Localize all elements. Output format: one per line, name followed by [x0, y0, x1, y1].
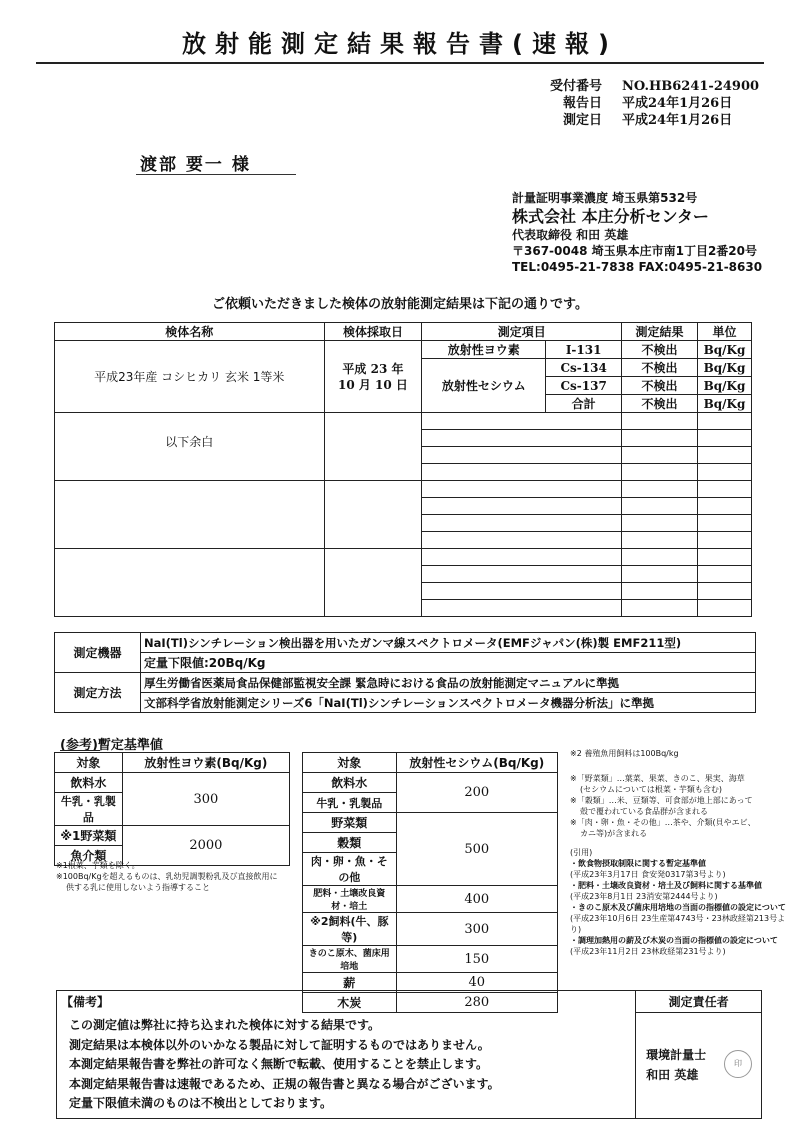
note: 供する乳に使用しないよう指導すること — [66, 883, 210, 892]
cesium-header-target: 対象 — [303, 753, 397, 773]
iodine-header-value: 放射性ヨウ素(Bq/Kg) — [122, 753, 289, 773]
meta-row — [536, 112, 759, 129]
table-row — [303, 753, 558, 773]
iodine-target: 魚介類 — [55, 846, 123, 866]
iodine-standard-table — [54, 752, 290, 866]
note: (セシウムについては根菜・芋類も含む) — [580, 785, 723, 794]
cesium-label: 放射性セシウム — [422, 359, 546, 413]
table-row — [55, 773, 290, 793]
equipment-method-table — [54, 632, 756, 713]
company-block — [512, 190, 762, 275]
remarks-table — [56, 990, 762, 1119]
note: ※2 養殖魚用飼料は100Bq/kg — [570, 749, 679, 758]
remark-line: 本測定結果報告書を弊社の許可なく無断で転載、使用することを禁止します。 — [69, 1057, 489, 1071]
result-value: 不検出 — [622, 359, 698, 377]
iodine-target: ※1野菜類 — [55, 826, 123, 846]
table-row — [57, 1012, 762, 1118]
cesium-target: 穀類 — [303, 833, 397, 853]
note: (平成23年8月1日 23消安第2444号より) — [570, 892, 718, 901]
table-row — [55, 673, 756, 693]
method-label: 測定方法 — [55, 673, 141, 713]
company-name: 株式会社 本庄分析センター — [512, 207, 709, 226]
report-meta — [536, 78, 759, 129]
iodine-value: 300 — [122, 773, 289, 826]
iodine-value: 2000 — [122, 826, 289, 866]
table-row — [55, 413, 752, 430]
table-row — [55, 693, 756, 713]
cesium-standard-table — [302, 752, 558, 1013]
nuclide: Cs-137 — [546, 377, 622, 395]
cesium-value: 200 — [396, 773, 557, 813]
document-title: 放射能測定結果報告書(速報) — [182, 30, 618, 58]
cesium-target: 牛乳・乳製品 — [303, 793, 397, 813]
note: ※1根菜、芋類を除く。 — [56, 861, 140, 870]
cesium-value: 400 — [396, 886, 557, 913]
responsible-name: 和田 英雄 — [646, 1067, 699, 1082]
header-unit: 単位 — [697, 323, 751, 341]
note: ※「肉・卵・魚・その他」…茶や、介類(貝やエビ、 — [570, 818, 756, 827]
remarks-title: 【備考】 — [57, 991, 636, 1013]
cesium-value: 280 — [396, 993, 557, 1013]
meta-value: NO.HB6241-24900 — [622, 79, 760, 94]
reference-underline — [60, 750, 100, 751]
meta-row — [536, 78, 759, 95]
remaining-blank: 以下余白 — [55, 413, 325, 481]
note: (平成23年11月2日 23林政経第231号より) — [570, 947, 726, 956]
iodine-label: 放射性ヨウ素 — [422, 341, 546, 359]
equipment-line2: 定量下限値:20Bq/Kg — [141, 653, 756, 673]
table-row — [55, 481, 752, 498]
iodine-header-target: 対象 — [55, 753, 123, 773]
cesium-value: 300 — [396, 913, 557, 946]
sample-name: 平成23年産 コシヒカリ 玄米 1等米 — [55, 341, 325, 413]
reference-title: (参考)暫定基準値 — [60, 738, 163, 753]
cesium-value: 40 — [396, 973, 557, 993]
header-sample-name: 検体名称 — [55, 323, 325, 341]
unit: Bq/Kg — [697, 359, 751, 377]
note: ※「野菜類」…葉菜、果菜、きのこ、果実、海草 — [570, 774, 745, 783]
iodine-target: 飲料水 — [55, 773, 123, 793]
table-row — [55, 633, 756, 653]
table-row — [303, 886, 558, 913]
table-row — [55, 341, 752, 359]
meta-label: 測定日 — [562, 113, 602, 128]
result-value: 不検出 — [622, 341, 698, 359]
note: 殻で覆われている食品群が含まれる — [580, 807, 708, 816]
note: (平成23年3月17日 食安発0317第3号より) — [570, 870, 726, 879]
table-row — [303, 773, 558, 793]
nuclide: Cs-134 — [546, 359, 622, 377]
equipment-label: 測定機器 — [55, 633, 141, 673]
result-value: 不検出 — [622, 395, 698, 413]
cesium-target: 飲料水 — [303, 773, 397, 793]
results-header-row — [55, 323, 752, 341]
cesium-header-value: 放射性セシウム(Bq/Kg) — [396, 753, 557, 773]
meta-label: 受付番号 — [549, 79, 602, 94]
table-row — [303, 946, 558, 973]
nuclide: I-131 — [546, 341, 622, 359]
unit: Bq/Kg — [697, 377, 751, 395]
sample-date-line2: 10 月 10 日 — [337, 377, 408, 392]
note: (引用) — [570, 848, 593, 857]
header-item: 測定項目 — [422, 323, 622, 341]
iodine-notes — [56, 860, 278, 893]
company-cert: 計量証明事業濃度 埼玉県第532号 — [512, 191, 698, 205]
table-row — [57, 991, 762, 1013]
unit: Bq/Kg — [697, 341, 751, 359]
note: ・肥料・土壌改良資材・培土及び飼料に関する基準値 — [570, 881, 762, 890]
responsible-title: 測定責任者 — [636, 991, 762, 1013]
note: ・調理加熱用の薪及び木炭の当面の指標値の設定について — [570, 936, 778, 945]
table-row — [55, 653, 756, 673]
remarks-body — [57, 1012, 636, 1118]
results-table — [54, 322, 752, 617]
result-value: 不検出 — [622, 377, 698, 395]
remark-line: この測定値は弊社に持ち込まれた検体に対する結果です。 — [69, 1018, 381, 1032]
seal-stamp: 印 — [724, 1050, 752, 1078]
table-row — [303, 913, 558, 946]
sample-date — [324, 341, 422, 413]
company-contact: TEL:0495-21-7838 FAX:0495-21-8630 — [512, 260, 763, 274]
cesium-value: 500 — [396, 813, 557, 886]
remark-line: 測定結果は本検体以外のいかなる製品に対して証明するものではありません。 — [69, 1037, 490, 1052]
cesium-value: 150 — [396, 946, 557, 973]
iodine-target: 牛乳・乳製品 — [55, 793, 123, 826]
note: ・きのこ原木及び菌床用培地の当面の指標値の設定について — [570, 903, 786, 912]
title-underline — [36, 62, 764, 64]
addressee-underline — [136, 174, 296, 175]
note: ※100Bq/Kgを超えるものは、乳幼児調製粉乳及び直接飲用に — [56, 872, 278, 881]
method-line1: 厚生労働省医薬局食品保健部監視安全課 緊急時における食品の放射能測定マニュアルに準拠 — [141, 673, 756, 693]
equipment-line1: NaI(Tl)シンチレーション検出器を用いたガンマ線スペクトロメータ(EMFジャパン(株)製 EMF211型) — [141, 633, 756, 653]
cesium-target: 肥料・土壌改良資材・培土 — [303, 886, 397, 913]
company-address: 〒367-0048 埼玉県本庄市南1丁目2番20号 — [512, 244, 758, 258]
reference-side-notes — [570, 748, 792, 957]
nuclide: 合計 — [546, 395, 622, 413]
cesium-target: ※2飼料(牛、豚等) — [303, 913, 397, 946]
responsible-role: 環境計量士 — [646, 1047, 707, 1062]
note: ・飲食物摂取制限に関する暫定基準値 — [570, 859, 706, 868]
table-row — [55, 549, 752, 566]
unit: Bq/Kg — [697, 395, 751, 413]
remark-line: 本測定結果報告書は速報であるため、正規の報告書と異なる場合がございます。 — [69, 1076, 500, 1091]
header-result: 測定結果 — [622, 323, 698, 341]
meta-value: 平成24年1月26日 — [622, 96, 733, 111]
cesium-target: 肉・卵・魚・その他 — [303, 853, 397, 886]
meta-value: 平成24年1月26日 — [622, 113, 733, 128]
table-row — [55, 826, 290, 846]
meta-row — [536, 95, 759, 112]
header-sample-date: 検体採取日 — [324, 323, 422, 341]
meta-label: 報告日 — [562, 96, 602, 111]
cesium-target: 野菜類 — [303, 813, 397, 833]
sample-date-line1: 平成 23 年 — [342, 361, 404, 376]
cesium-target: きのこ原木、菌床用培地 — [303, 946, 397, 973]
note: カニ等)が含まれる — [580, 829, 648, 838]
remark-line: 定量下限値未満のものは不検出としております。 — [69, 1096, 333, 1110]
table-row — [303, 813, 558, 833]
method-line2: 文部科学省放射能測定シリーズ6「NaI(Tl)シンチレーションスペクトロメータ機器分析法」に準拠 — [141, 693, 756, 713]
intro-text: ご依頼いただきました検体の放射能測定結果は下記の通りです。 — [212, 297, 588, 312]
addressee: 渡部 要一 様 — [140, 155, 251, 175]
note: ※「穀類」…米、豆類等、可食部が地上部にあって — [570, 796, 753, 805]
company-rep: 代表取締役 和田 英雄 — [512, 228, 629, 242]
note: (平成23年10月6日 23生産第4743号・23林政経第213号より) — [570, 914, 786, 934]
table-row — [55, 753, 290, 773]
cesium-target: 木炭 — [303, 993, 397, 1013]
cesium-target: 薪 — [303, 973, 397, 993]
